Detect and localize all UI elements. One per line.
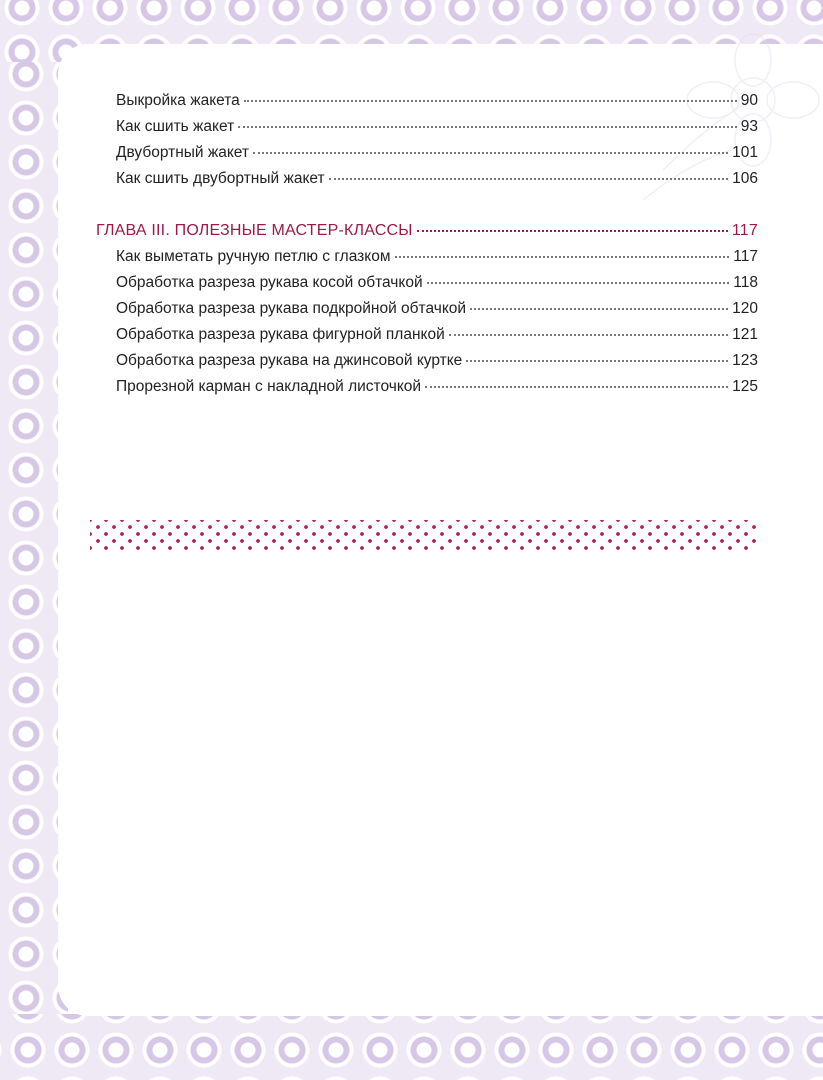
toc-entry-title: Как сшить жакет	[116, 118, 235, 135]
toc-entry-title: Выкройка жакета	[116, 92, 240, 109]
toc-leader	[253, 152, 728, 154]
toc-page-number: 118	[733, 274, 758, 291]
toc-entry[interactable]	[96, 144, 758, 170]
toc-leader	[427, 282, 730, 284]
toc-entry[interactable]	[96, 274, 758, 300]
toc-leader	[470, 308, 728, 310]
toc-entry-title: Обработка разреза рукава на джинсовой куртке	[116, 352, 463, 369]
toc-entry[interactable]	[96, 248, 758, 274]
toc-chapter-heading[interactable]	[96, 222, 758, 248]
toc-page-number: 120	[732, 300, 758, 317]
toc-entry[interactable]	[96, 118, 758, 144]
toc-entry-title: Как выметать ручную петлю с глазком	[116, 248, 391, 265]
chapter-title: ГЛАВА III. ПОЛЕЗНЫЕ МАСТЕР-КЛАССЫ	[96, 222, 413, 239]
toc-entry-title: Прорезной карман с накладной листочкой	[116, 378, 422, 395]
table-of-contents	[96, 92, 758, 404]
toc-entry-title: Как сшить двубортный жакет	[116, 170, 325, 187]
toc-entry[interactable]	[96, 326, 758, 352]
toc-entry[interactable]	[96, 352, 758, 378]
toc-page-number: 121	[732, 326, 758, 343]
toc-page-number: 90	[740, 92, 758, 109]
toc-page-number: 101	[732, 144, 758, 161]
toc-page-number: 123	[732, 352, 758, 369]
toc-page-number: 125	[732, 378, 758, 395]
toc-page-number: 93	[740, 118, 758, 135]
toc-entry-title: Обработка разреза рукава подкройной обтачкой	[116, 300, 467, 317]
dotted-divider	[90, 520, 760, 550]
toc-entry-title: Обработка разреза рукава фигурной планкой	[116, 326, 445, 343]
chapter-page-number: 117	[731, 222, 758, 239]
toc-entry[interactable]	[96, 170, 758, 196]
toc-page-number: 117	[733, 248, 758, 265]
toc-leader	[466, 360, 728, 362]
toc-entry-title: Обработка разреза рукава косой обтачкой	[116, 274, 423, 291]
toc-entry-title: Двубортный жакет	[116, 144, 250, 161]
toc-entry[interactable]	[96, 300, 758, 326]
toc-leader	[417, 230, 728, 232]
toc-page-number: 106	[732, 170, 758, 187]
toc-entry[interactable]	[96, 92, 758, 118]
toc-leader	[329, 178, 729, 180]
lace-border-bottom	[0, 1014, 823, 1080]
toc-entry[interactable]	[96, 378, 758, 404]
toc-leader	[238, 126, 737, 128]
toc-leader	[395, 256, 730, 258]
toc-leader	[244, 100, 737, 102]
toc-leader	[449, 334, 728, 336]
toc-leader	[425, 386, 728, 388]
